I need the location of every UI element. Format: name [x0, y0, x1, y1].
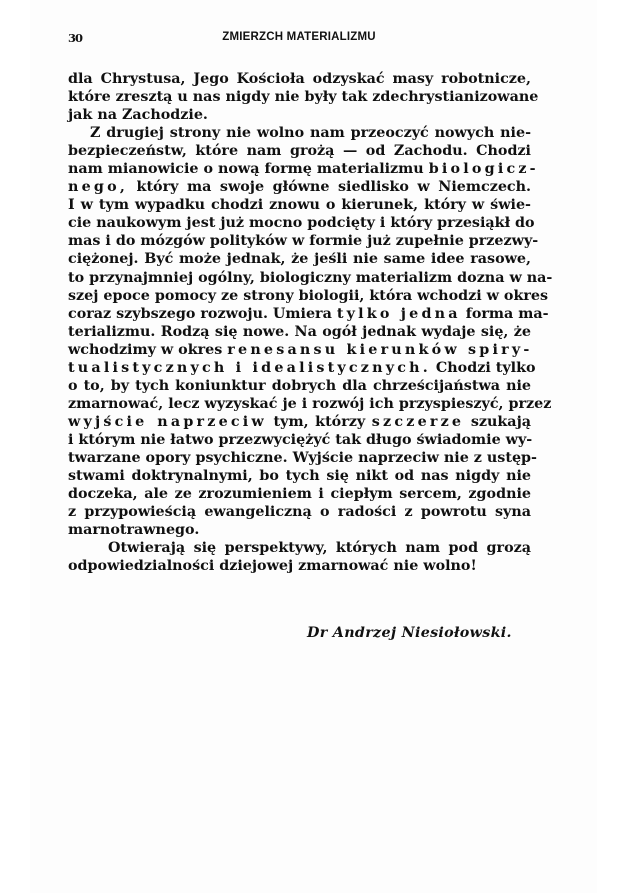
emphasized-text: wyjście naprzeciw: [68, 413, 267, 430]
text-line: ciężonej. Być może jednak, że jeśli nie same idee rasowe,: [68, 251, 531, 268]
text-line: [68, 305, 549, 323]
text-run: Chodzi tylko: [430, 359, 536, 376]
text-line: cie naukowym jest już mocno podcięty i który przesiąkł do: [68, 215, 535, 232]
text-line: jak na Zachodzie.: [68, 107, 208, 124]
text-line: i którym nie łatwo przezwyciężyć tak długo świadomie wy-: [68, 431, 533, 448]
text-line: [68, 413, 531, 431]
emphasized-text: nego,: [68, 179, 129, 196]
body-text: [68, 70, 553, 575]
page-header: [68, 31, 530, 47]
text-line: z przypowieścią ewangeliczną o radości z powrotu syna: [68, 504, 531, 521]
text-line: bezpieczeństw, które nam grożą — od Zachodu. Chodzi: [68, 143, 531, 160]
text-run: który ma swoje główne siedlisko w Niemczech.: [128, 179, 531, 196]
text-line: [68, 178, 531, 196]
text-run: forma ma-: [460, 305, 549, 322]
text-run: wchodzimy w okres: [68, 341, 228, 358]
text-line: to przynajmniej ogólny, biologiczny materializm dozna w na-: [68, 269, 553, 286]
text-line: terializmu. Rodzą się nowe. Na ogół jednak wydaje się, że: [68, 323, 531, 340]
running-title: ZMIERZCH MATERIALIZMU: [222, 31, 376, 43]
emphasized-text: tylko jedna: [336, 305, 461, 322]
text-line: Z drugiej strony nie wolno nam przeoczyć nowych nie-: [90, 125, 531, 142]
text-line: stwami doktrynalnymi, bo tych się nikt od nas nigdy nie: [68, 468, 531, 485]
text-line: mas i do mózgów polityków w formie już zupełnie przezwy-: [68, 233, 539, 250]
emphasized-text: tualistycznych i idealistycznych.: [68, 359, 431, 376]
text-line: które zresztą u nas nigdy nie były tak zdechrystianizowane: [68, 89, 539, 106]
text-line: marnotrawnego.: [68, 522, 200, 539]
emphasized-text: szczerze: [371, 413, 465, 430]
text-line: [68, 160, 539, 178]
text-run: nam mianowicie o nową formę materializmu: [68, 161, 429, 178]
text-line: Otwierają się perspektywy, których nam pod grozą: [108, 540, 531, 557]
text-line: [68, 359, 536, 377]
text-line: szej epoce pomocy ze strony biologii, która wchodzi w okres: [68, 287, 549, 304]
text-run: coraz szybszego rozwoju. Umiera: [68, 305, 337, 322]
text-run: tym, którzy: [266, 413, 372, 430]
emphasized-text: biologicz-: [428, 161, 539, 178]
text-line: [68, 341, 531, 359]
text-run: szukają: [464, 413, 532, 430]
page-number: 30: [68, 31, 83, 45]
text-line: o to, by tych koniunktur dobrych dla chrześcijaństwa nie: [68, 377, 531, 394]
text-line: zmarnować, lecz wyzyskać je i rozwój ich przyspieszyć, przez: [68, 395, 552, 412]
text-line: doczeka, ale ze zrozumieniem i ciepłym sercem, zgodnie: [68, 486, 531, 503]
text-line: odpowiedzialności dziejowej zmarnować nie wolno!: [68, 558, 477, 575]
emphasized-text: renesansu kierunków spiry-: [227, 341, 533, 358]
text-line: twarzane opory psychiczne. Wyjście naprzeciw nie z ustęp-: [68, 449, 537, 466]
author-signature: Dr Andrzej Niesiołowski.: [307, 625, 512, 641]
text-line: dla Chrystusa, Jego Kościoła odzyskać masy robotnicze,: [68, 71, 531, 87]
text-line: I w tym wypadku chodzi znowu o kierunek, który w świe-: [68, 197, 531, 214]
